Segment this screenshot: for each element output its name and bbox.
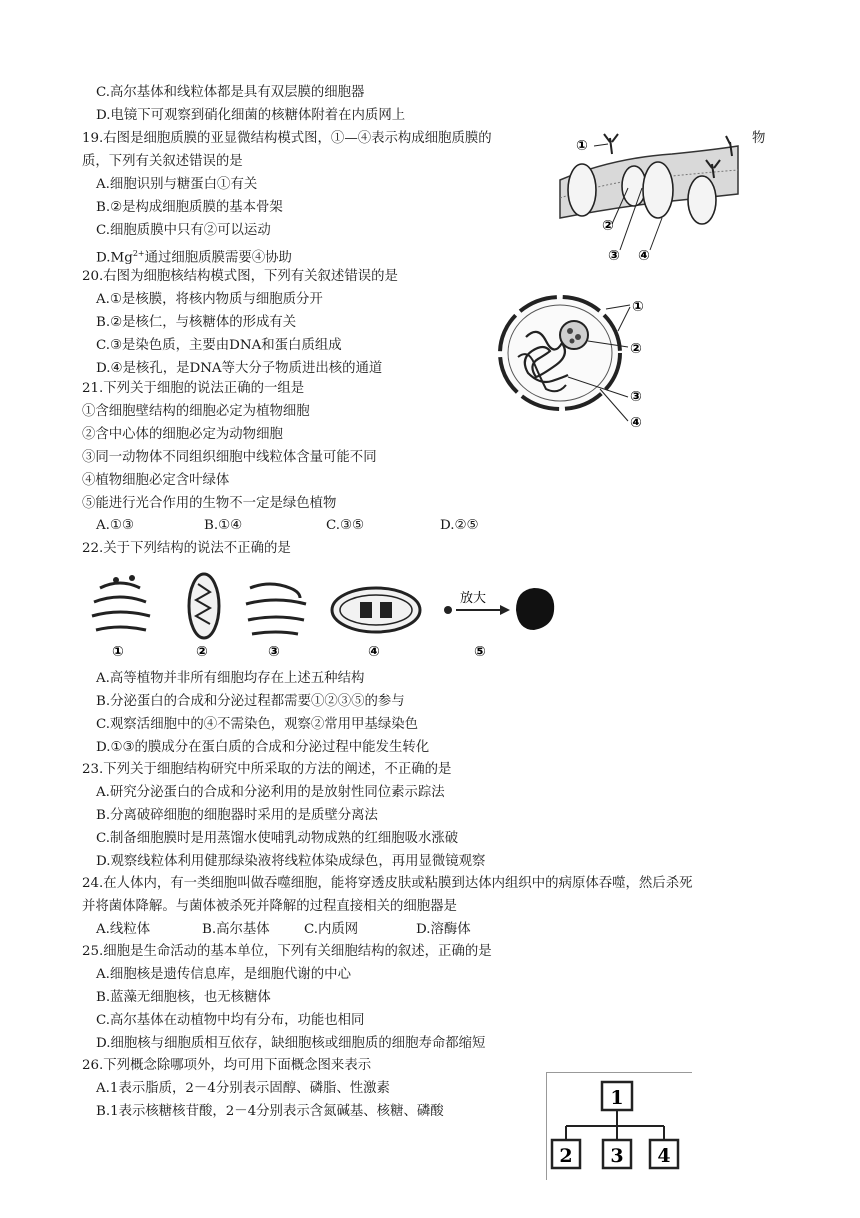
concept-diagram xyxy=(546,1072,692,1180)
q22-option-b: B.分泌蛋白的合成和分泌过程都需要①②③⑤的参与 xyxy=(96,694,405,709)
organelle-label-3: ③ xyxy=(268,644,280,660)
q23-option-c: C.制备细胞膜时是用蒸馏水使哺乳动物成熟的红细胞吸水涨破 xyxy=(96,831,459,846)
q24-option-b: B.高尔基体 xyxy=(202,922,270,937)
q20-option-c: C.③是染色质，主要由DNA和蛋白质组成 xyxy=(96,338,342,353)
q25-option-a: A.细胞核是遗传信息库，是细胞代谢的中心 xyxy=(96,967,351,982)
q20-option-b: B.②是核仁，与核糖体的形成有关 xyxy=(96,315,297,330)
q25-option-c: C.高尔基体在动植物中均有分布，功能也相同 xyxy=(96,1013,365,1028)
organelle-label-2: ② xyxy=(196,644,208,660)
q21-option-c: C.③⑤ xyxy=(326,518,365,533)
q22-option-c: C.观察活细胞中的④不需染色，观察②常用甲基绿染色 xyxy=(96,717,419,732)
nucleus-label-4: ④ xyxy=(630,415,642,431)
nucleus-label-2: ② xyxy=(630,341,642,357)
concept-box-1-label: 1 xyxy=(610,1087,624,1109)
q22-stem: 22.关于下列结构的说法不正确的是 xyxy=(82,541,291,556)
q19-stem-line2: 质，下列有关叙述错误的是 xyxy=(82,154,243,169)
q25-option-d: D.细胞核与细胞质相互依存，缺细胞核或细胞质的细胞寿命都缩短 xyxy=(96,1036,486,1051)
q22-option-a: A.高等植物并非所有细胞均存在上述五种结构 xyxy=(96,671,365,686)
q21-statement-2: ②含中心体的细胞必定为动物细胞 xyxy=(82,427,283,442)
q19-option-d xyxy=(96,244,292,268)
q21-statement-5: ⑤能进行光合作用的生物不一定是绿色植物 xyxy=(82,496,337,511)
prev-option-d: D.电镜下可观察到硝化细菌的核糖体附着在内质网上 xyxy=(96,108,406,123)
q19-option-d-pre: D.Mg xyxy=(96,250,133,266)
q26-stem: 26.下列概念除哪项外，均可用下面概念图来表示 xyxy=(82,1058,372,1073)
nucleus-label-1: ① xyxy=(632,299,644,315)
organelles-figure xyxy=(86,564,564,664)
q20-stem: 20.右图为细胞核结构模式图，下列有关叙述错误的是 xyxy=(82,269,398,284)
q19-option-c: C.细胞质膜中只有②可以运动 xyxy=(96,223,271,238)
membrane-label-4: ④ xyxy=(638,248,650,264)
membrane-label-2: ② xyxy=(602,218,614,234)
q24-option-d: D.溶酶体 xyxy=(416,922,471,937)
q19-stem-tail: 物 xyxy=(752,131,766,146)
q24-option-c: C.内质网 xyxy=(304,922,359,937)
nucleus-diagram xyxy=(488,285,658,433)
membrane-diagram xyxy=(552,128,744,268)
q26-option-a: A.1表示脂质，2－4分别表示固醇、磷脂、性激素 xyxy=(96,1081,390,1096)
concept-box-2-label: 2 xyxy=(559,1145,573,1167)
q19-stem: 19.右图是细胞质膜的亚显微结构模式图，①—④表示构成细胞质膜的 xyxy=(82,131,492,146)
organelle-label-1: ① xyxy=(112,644,124,660)
concept-box-3-label: 3 xyxy=(610,1145,624,1167)
q25-stem: 25.细胞是生命活动的基本单位，下列有关细胞结构的叙述，正确的是 xyxy=(82,944,492,959)
q22-option-d: D.①③的膜成分在蛋白质的合成和分泌过程中能发生转化 xyxy=(96,740,430,755)
q23-option-b: B.分离破碎细胞的细胞器时采用的是质壁分离法 xyxy=(96,808,378,823)
q21-option-a: A.①③ xyxy=(96,518,134,533)
q21-option-d: D.②⑤ xyxy=(440,518,479,533)
organelle-label-5: ⑤ xyxy=(474,644,486,660)
q21-option-b: B.①④ xyxy=(204,518,243,533)
q26-option-b: B.1表示核糖核苷酸，2－4分别表示含氮碱基、核糖、磷酸 xyxy=(96,1104,444,1119)
q21-statement-4: ④植物细胞必定含叶绿体 xyxy=(82,473,230,488)
q23-option-d: D.观察线粒体利用健那绿染液将线粒体染成绿色，再用显微镜观察 xyxy=(96,854,486,869)
magnify-label: 放大 xyxy=(460,591,487,606)
prev-option-c: C.高尔基体和线粒体都是具有双层膜的细胞器 xyxy=(96,85,365,100)
concept-box-4-label: 4 xyxy=(657,1145,671,1167)
q23-option-a: A.研究分泌蛋白的合成和分泌利用的是放射性同位素示踪法 xyxy=(96,785,445,800)
q21-statement-3: ③同一动物体不同组织细胞中线粒体含量可能不同 xyxy=(82,450,377,465)
membrane-label-3: ③ xyxy=(608,248,620,264)
q24-option-a: A.线粒体 xyxy=(96,922,151,937)
q19-option-a: A.细胞识别与糖蛋白①有关 xyxy=(96,177,258,192)
q20-option-a: A.①是核膜，将核内物质与细胞质分开 xyxy=(96,292,323,307)
q19-option-b: B.②是构成细胞质膜的基本骨架 xyxy=(96,200,283,215)
nucleus-label-3: ③ xyxy=(630,389,642,405)
q25-option-b: B.蓝藻无细胞核，也无核糖体 xyxy=(96,990,271,1005)
q21-statement-1: ①含细胞壁结构的细胞必定为植物细胞 xyxy=(82,404,310,419)
q20-option-d: D.④是核孔，是DNA等大分子物质进出核的通道 xyxy=(96,361,383,376)
q24-stem: 24.在人体内，有一类细胞叫做吞噬细胞，能将穿透皮肤或粘膜到达体内组织中的病原体吞噬，然后杀死 xyxy=(82,876,693,891)
membrane-label-1: ① xyxy=(576,138,588,154)
q19-option-d-sup: 2+ xyxy=(132,249,145,258)
q21-stem: 21.下列关于细胞的说法正确的一组是 xyxy=(82,381,305,396)
q19-option-d-post: 通过细胞质膜需要④协助 xyxy=(144,250,292,266)
q23-stem: 23.下列关于细胞结构研究中所采取的方法的阐述，不正确的是 xyxy=(82,762,452,777)
organelle-label-4: ④ xyxy=(368,644,380,660)
q24-stem-line2: 并将菌体降解。与菌体被杀死并降解的过程直接相关的细胞器是 xyxy=(82,899,457,914)
